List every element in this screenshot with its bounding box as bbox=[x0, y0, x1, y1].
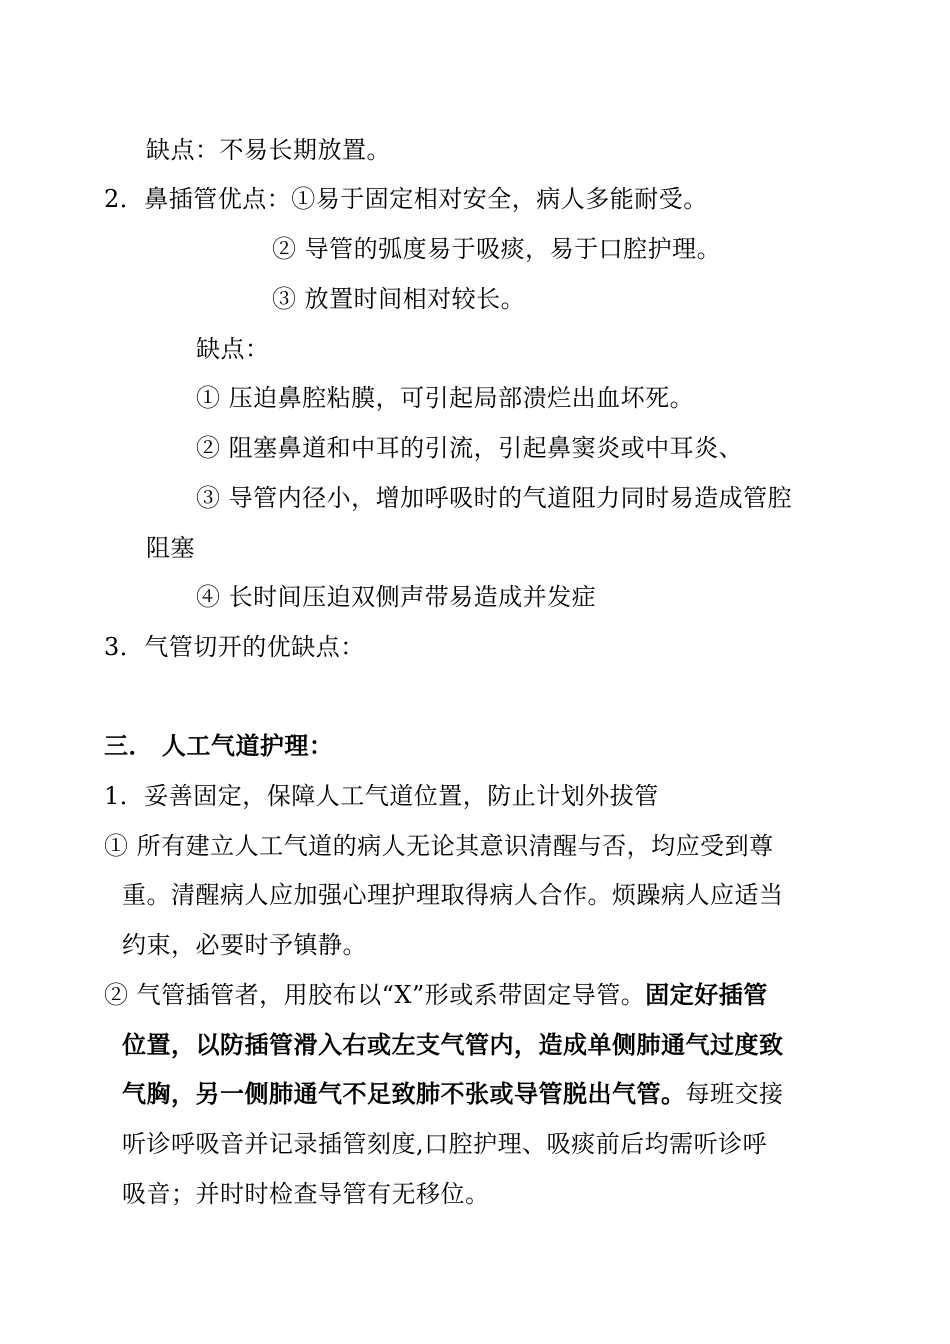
text-line: ③ 导管内径小，增加呼吸时的气道阻力同时易造成管腔 bbox=[196, 484, 793, 512]
text-segment: 每班交接 bbox=[685, 1080, 784, 1108]
text-line: 1．妥善固定，保障人工气道位置，防止计划外拔管 bbox=[104, 782, 659, 810]
section-heading: 三． 人工气道护理： bbox=[104, 732, 334, 760]
text-line: ③ 放置时间相对较长。 bbox=[272, 285, 526, 313]
text-line: ① 压迫鼻腔粘膜，可引起局部溃烂出血坏死。 bbox=[196, 384, 695, 412]
text-line: 阻塞 bbox=[146, 534, 195, 562]
text-line: 约束，必要时予镇静。 bbox=[122, 931, 367, 959]
text-line: 2．鼻插管优点：①易于固定相对安全，病人多能耐受。 bbox=[104, 185, 708, 213]
text-line bbox=[104, 979, 768, 1011]
text-line: ① 所有建立人工气道的病人无论其意识清醒与否，均应受到尊 bbox=[104, 832, 774, 860]
text-line: 吸音；并时时检查导管有无移位。 bbox=[122, 1180, 490, 1208]
bold-text-line: 位置，以防插管滑入右或左支气管内，造成单侧肺通气过度致 bbox=[122, 1030, 784, 1059]
text-line: ④ 长时间压迫双侧声带易造成并发症 bbox=[196, 583, 597, 611]
bold-text-segment: 固定好插管 bbox=[645, 980, 768, 1009]
text-line: ② 阻塞鼻道和中耳的引流，引起鼻窦炎或中耳炎、 bbox=[196, 434, 744, 462]
text-line: ② 导管的弧度易于吸痰，易于口腔护理。 bbox=[272, 235, 722, 263]
text-segment: ② 气管插管者，用胶布以“X”形或系带固定导管。 bbox=[104, 981, 646, 1009]
text-line: 缺点：不易长期放置。 bbox=[146, 136, 391, 164]
bold-text-segment: 气胸，另一侧肺通气不足致肺不张或导管脱出气管。 bbox=[122, 1079, 686, 1108]
text-line: 3．气管切开的优缺点： bbox=[104, 633, 365, 661]
text-line: 重。清醒病人应加强心理护理取得病人合作。烦躁病人应适当 bbox=[122, 881, 784, 909]
text-line bbox=[122, 1078, 784, 1110]
text-line: 听诊呼吸音并记录插管刻度,口腔护理、吸痰前后均需听诊呼 bbox=[122, 1130, 768, 1158]
text-line: 缺点： bbox=[196, 335, 270, 363]
